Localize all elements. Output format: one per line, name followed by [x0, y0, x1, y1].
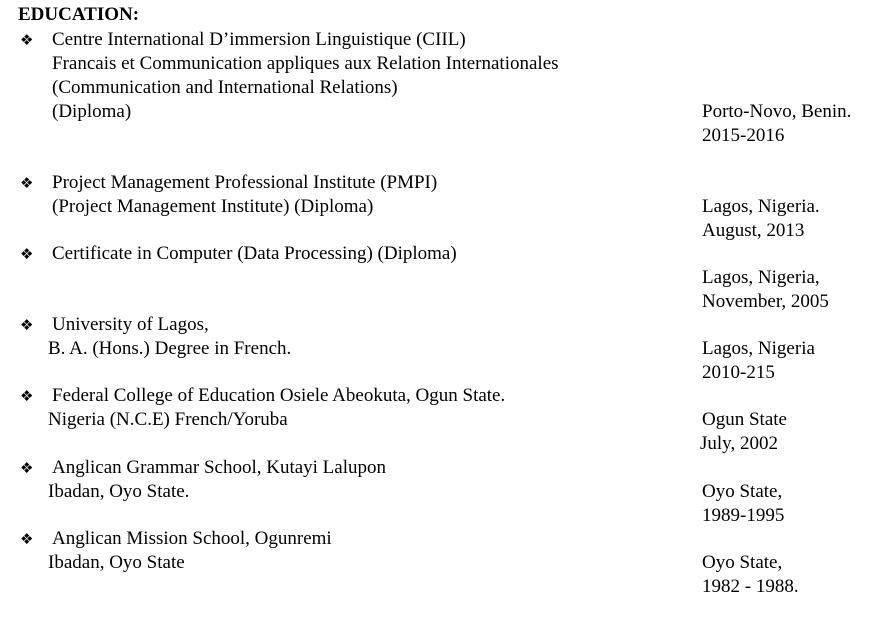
entry-5-date: July, 2002	[700, 433, 778, 454]
bullet-diamond-icon: ❖	[20, 31, 34, 49]
entry-5-line-1: Federal College of Education Osiele Abeokuta, Ogun State.	[52, 385, 506, 406]
entry-7-location: Oyo State,	[702, 552, 783, 573]
entry-6-line-1: Anglican Grammar School, Kutayi Lalupon	[52, 457, 387, 478]
entry-6-location: Oyo State,	[702, 481, 783, 502]
entry-5-line-2: Nigeria (N.C.E) French/Yoruba	[48, 409, 288, 430]
entry-2-line-1: Project Management Professional Institute (PMPI)	[52, 172, 438, 193]
entry-1-date: 2015-2016	[702, 125, 785, 146]
entry-1-line-3: (Communication and International Relations)	[52, 77, 398, 98]
entry-2-line-2: (Project Management Institute) (Diploma)	[52, 196, 374, 217]
entry-4-date: 2010-215	[702, 362, 775, 383]
entry-7-line-1: Anglican Mission School, Ogunremi	[52, 528, 332, 549]
bullet-diamond-icon: ❖	[20, 387, 34, 405]
entry-5-location: Ogun State	[702, 409, 787, 430]
entry-1-location: Porto-Novo, Benin.	[702, 101, 852, 122]
bullet-diamond-icon: ❖	[20, 174, 34, 192]
bullet-diamond-icon: ❖	[20, 459, 34, 477]
entry-1-line-1: Centre International D’immersion Linguistique (CIIL)	[52, 29, 466, 50]
entry-7-line-2: Ibadan, Oyo State	[48, 552, 185, 573]
entry-3-date: November, 2005	[702, 291, 829, 312]
entry-3-location: Lagos, Nigeria,	[702, 267, 820, 288]
bullet-diamond-icon: ❖	[20, 316, 34, 334]
bullet-diamond-icon: ❖	[20, 245, 34, 263]
entry-6-date: 1989-1995	[702, 505, 785, 526]
entry-2-date: August, 2013	[702, 220, 805, 241]
entry-4-location: Lagos, Nigeria	[702, 338, 815, 359]
bullet-diamond-icon: ❖	[20, 530, 34, 548]
entry-4-line-1: University of Lagos,	[52, 314, 209, 335]
entry-6-line-2: Ibadan, Oyo State.	[48, 481, 190, 502]
entry-1-line-2: Francais et Communication appliques aux Relation Internationales	[52, 53, 559, 74]
section-heading: EDUCATION:	[18, 4, 140, 25]
entry-7-date: 1982 - 1988.	[702, 576, 799, 597]
entry-2-location: Lagos, Nigeria.	[702, 196, 820, 217]
entry-4-line-2: B. A. (Hons.) Degree in French.	[48, 338, 292, 359]
entry-1-line-4: (Diploma)	[52, 101, 132, 122]
entry-3-line-1: Certificate in Computer (Data Processing) (Diploma)	[52, 243, 457, 264]
